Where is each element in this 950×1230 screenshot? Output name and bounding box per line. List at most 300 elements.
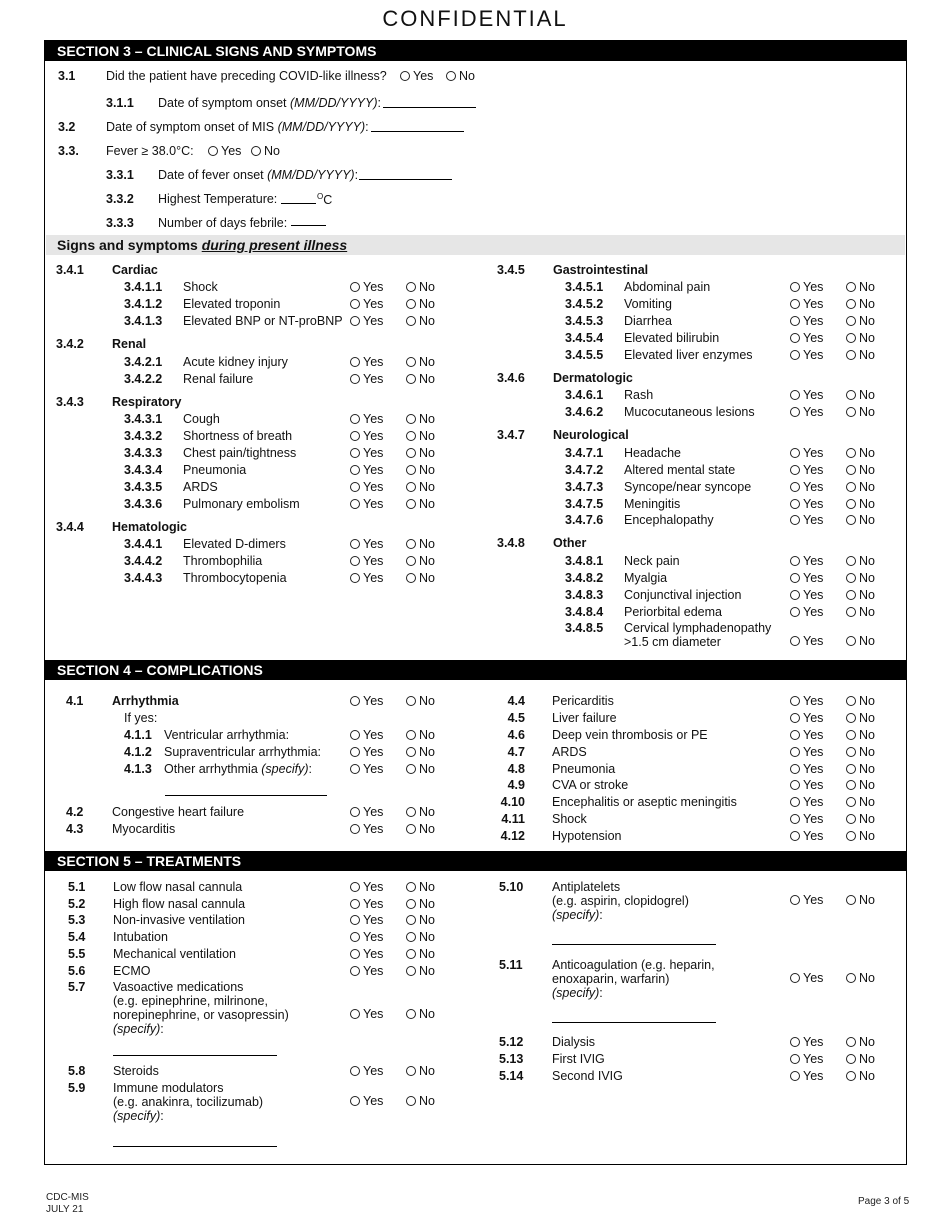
radio-icon — [790, 1037, 800, 1047]
group-name: Hematologic — [112, 520, 188, 534]
radio-icon — [790, 1071, 800, 1081]
radio-icon — [790, 333, 800, 343]
q3-3-2-label: Highest Temperature: — [158, 192, 278, 206]
radio-icon — [406, 915, 416, 925]
arrhythmia-4-1-1-yes[interactable]: Yes — [350, 728, 383, 742]
q3-3-3-days-field[interactable] — [291, 225, 326, 226]
radio-icon — [846, 696, 856, 706]
symptom-number: 3.4.2.1 — [124, 355, 163, 369]
treatment-5-11-label-1: Anticoagulation (e.g. heparin, — [552, 958, 715, 972]
treatment-5-6-no[interactable]: No — [406, 964, 435, 978]
symptom-3-4-8-1-no[interactable]: No — [846, 554, 875, 568]
symptom-3-4-3-1-yes[interactable]: Yes — [350, 412, 383, 426]
symptom-number: 3.4.3.6 — [124, 497, 163, 511]
treatment-5-14-yes[interactable]: Yes — [790, 1069, 823, 1083]
radio-icon — [846, 607, 856, 617]
radio-icon — [790, 482, 800, 492]
radio-icon — [790, 973, 800, 983]
radio-icon — [406, 431, 416, 441]
complication-number: 4.12 — [500, 829, 525, 843]
complication-4-4-yes[interactable]: Yes — [790, 694, 823, 708]
radio-icon — [350, 282, 360, 292]
treatment-label: High flow nasal cannula — [113, 897, 246, 911]
q4-1-if-yes: If yes: — [124, 711, 158, 725]
symptom-3-4-5-5-no[interactable]: No — [846, 348, 875, 362]
symptom-3-4-1-1-no[interactable]: No — [406, 280, 435, 294]
symptom-3-4-2-1-no[interactable]: No — [406, 355, 435, 369]
q4-1-yes[interactable]: Yes — [350, 694, 383, 708]
symptom-3-4-7-2-yes[interactable]: Yes — [790, 463, 823, 477]
complication-4-8-no[interactable]: No — [846, 762, 875, 776]
treatment-5-10-label-1: Antiplatelets — [552, 880, 621, 894]
symptom-3-4-3-6-yes[interactable]: Yes — [350, 497, 383, 511]
radio-icon — [350, 448, 360, 458]
treatment-5-5-no[interactable]: No — [406, 947, 435, 961]
radio-icon — [790, 448, 800, 458]
complication-4-3-yes[interactable]: Yes — [350, 822, 383, 836]
symptom-number: 3.4.1.1 — [124, 280, 163, 294]
symptom-number: 3.4.7.5 — [565, 497, 604, 511]
symptom-number: 3.4.8.5 — [565, 621, 604, 635]
q4-1-3-specify-field[interactable] — [165, 795, 327, 796]
q3-3-no[interactable]: No — [251, 144, 280, 158]
q5-11-specify-field[interactable] — [552, 1022, 716, 1023]
radio-icon — [846, 390, 856, 400]
complication-4-4-no[interactable]: No — [846, 694, 875, 708]
confidential-header: CONFIDENTIAL — [382, 6, 568, 31]
symptom-3-4-5-3-yes[interactable]: Yes — [790, 314, 823, 328]
symptom-3-4-8-2-no[interactable]: No — [846, 571, 875, 585]
arrhythmia-4-1-3-yes[interactable]: Yes — [350, 762, 383, 776]
section-5-title: SECTION 5 – TREATMENTS — [44, 851, 907, 871]
symptom-3-4-3-2-no[interactable]: No — [406, 429, 435, 443]
complication-label: Myocarditis — [112, 822, 176, 836]
radio-icon — [406, 932, 416, 942]
radio-icon — [846, 831, 856, 841]
arrhythmia-4-1-2-no[interactable]: No — [406, 745, 435, 759]
symptom-number: 3.4.8.1 — [565, 554, 604, 568]
treatment-5-10-yes[interactable]: Yes — [790, 893, 823, 907]
symptom-3-4-6-1-yes[interactable]: Yes — [790, 388, 823, 402]
radio-icon — [406, 556, 416, 566]
radio-icon — [406, 747, 416, 757]
radio-icon — [790, 747, 800, 757]
radio-icon — [406, 824, 416, 834]
treatment-5-14-no[interactable]: No — [846, 1069, 875, 1083]
q5-9-specify-field[interactable] — [113, 1146, 277, 1147]
symptom-3-4-8-5-no[interactable]: No — [846, 634, 875, 648]
symptom-3-4-1-2-no[interactable]: No — [406, 297, 435, 311]
form-date: JULY 21 — [46, 1204, 84, 1215]
complication-number: 4.5 — [507, 711, 525, 725]
symptom-3-4-2-2-yes[interactable]: Yes — [350, 372, 383, 386]
complication-4-6-no[interactable]: No — [846, 728, 875, 742]
radio-icon — [846, 448, 856, 458]
radio-icon — [846, 973, 856, 983]
complication-4-9-yes[interactable]: Yes — [790, 778, 823, 792]
radio-icon — [350, 465, 360, 475]
q3-3-1-label: Date of fever onset (MM/DD/YYYY): — [158, 168, 359, 182]
radio-icon — [790, 573, 800, 583]
q3-1-no[interactable]: No — [446, 69, 475, 83]
treatment-5-11-specify: (specify): — [552, 986, 603, 1000]
treatment-5-11-yes[interactable]: Yes — [790, 971, 823, 985]
radio-icon — [406, 316, 416, 326]
treatment-5-10-no[interactable]: No — [846, 893, 875, 907]
complication-4-5-no[interactable]: No — [846, 711, 875, 725]
radio-icon — [406, 539, 416, 549]
complication-label: Pneumonia — [552, 762, 616, 776]
radio-icon — [406, 482, 416, 492]
symptom-label-line2: >1.5 cm diameter — [624, 635, 721, 649]
symptom-label: ARDS — [183, 480, 218, 494]
complication-4-2-no[interactable]: No — [406, 805, 435, 819]
treatment-5-7-label-1: Vasoactive medications — [113, 980, 244, 994]
q4-1-no[interactable]: No — [406, 694, 435, 708]
radio-icon — [846, 482, 856, 492]
radio-icon — [350, 824, 360, 834]
group-number: 3.4.4 — [56, 520, 84, 534]
radio-icon — [446, 71, 456, 81]
complication-number: 4.8 — [507, 762, 525, 776]
symptom-3-4-5-1-no[interactable]: No — [846, 280, 875, 294]
symptom-3-4-1-3-yes[interactable]: Yes — [350, 314, 383, 328]
group-name: Cardiac — [112, 263, 158, 277]
treatment-5-9-number: 5.9 — [68, 1081, 86, 1095]
group-name: Respiratory — [112, 395, 182, 409]
radio-icon — [846, 780, 856, 790]
complication-4-7-no[interactable]: No — [846, 745, 875, 759]
symptom-label: Elevated troponin — [183, 297, 281, 311]
symptom-label: Elevated liver enzymes — [624, 348, 753, 362]
treatment-label: First IVIG — [552, 1052, 605, 1066]
q3-3-yes[interactable]: Yes — [208, 144, 241, 158]
section-3-title: SECTION 3 – CLINICAL SIGNS AND SYMPTOMS — [44, 41, 907, 61]
symptom-label: Encephalopathy — [624, 513, 714, 527]
radio-icon — [790, 299, 800, 309]
group-name: Renal — [112, 337, 147, 351]
complication-label: CVA or stroke — [552, 778, 629, 792]
symptom-label: Mucocutaneous lesions — [624, 405, 755, 419]
treatment-5-7-no[interactable]: No — [406, 1007, 435, 1021]
treatment-5-11-no[interactable]: No — [846, 971, 875, 985]
radio-icon — [406, 499, 416, 509]
radio-icon — [406, 1096, 416, 1106]
q4-1-number: 4.1 — [66, 694, 84, 708]
symptom-number: 3.4.5.3 — [565, 314, 604, 328]
q3-1-yes[interactable]: Yes — [400, 69, 433, 83]
q3-2-number: 3.2 — [58, 120, 76, 134]
symptom-number: 3.4.7.1 — [565, 446, 604, 460]
complication-4-12-no[interactable]: No — [846, 829, 875, 843]
treatment-5-7-specify: (specify): — [113, 1022, 164, 1036]
treatment-5-10-specify: (specify): — [552, 908, 603, 922]
treatment-number: 5.4 — [68, 930, 86, 944]
group-name: Neurological — [553, 428, 629, 442]
symptom-3-4-7-6-no[interactable]: No — [846, 513, 875, 527]
q3-3-2-temp-field[interactable] — [281, 203, 316, 204]
symptom-3-4-3-3-no[interactable]: No — [406, 446, 435, 460]
symptom-3-4-3-5-yes[interactable]: Yes — [350, 480, 383, 494]
symptom-3-4-3-2-yes[interactable]: Yes — [350, 429, 383, 443]
radio-icon — [350, 482, 360, 492]
symptom-3-4-5-2-yes[interactable]: Yes — [790, 297, 823, 311]
symptom-number: 3.4.7.6 — [565, 513, 604, 527]
symptom-label: Periorbital edema — [624, 605, 722, 619]
treatment-5-10-number: 5.10 — [499, 880, 524, 894]
treatment-5-13-no[interactable]: No — [846, 1052, 875, 1066]
symptom-3-4-5-3-no[interactable]: No — [846, 314, 875, 328]
symptom-3-4-5-5-yes[interactable]: Yes — [790, 348, 823, 362]
symptom-3-4-7-2-no[interactable]: No — [846, 463, 875, 477]
treatment-5-4-no[interactable]: No — [406, 930, 435, 944]
treatment-5-12-yes[interactable]: Yes — [790, 1035, 823, 1049]
radio-icon — [350, 932, 360, 942]
symptom-3-4-1-1-yes[interactable]: Yes — [350, 280, 383, 294]
symptom-3-4-2-2-no[interactable]: No — [406, 372, 435, 386]
symptom-3-4-8-4-yes[interactable]: Yes — [790, 605, 823, 619]
symptom-3-4-3-6-no[interactable]: No — [406, 497, 435, 511]
symptom-3-4-4-1-yes[interactable]: Yes — [350, 537, 383, 551]
treatment-5-13-yes[interactable]: Yes — [790, 1052, 823, 1066]
symptom-3-4-3-5-no[interactable]: No — [406, 480, 435, 494]
symptom-3-4-2-1-yes[interactable]: Yes — [350, 355, 383, 369]
symptom-3-4-8-4-no[interactable]: No — [846, 605, 875, 619]
treatment-5-7-label-3: norepinephrine, or vasopressin) — [113, 1008, 289, 1022]
symptom-3-4-7-3-no[interactable]: No — [846, 480, 875, 494]
symptom-3-4-8-2-yes[interactable]: Yes — [790, 571, 823, 585]
radio-icon — [846, 573, 856, 583]
radio-icon — [790, 713, 800, 723]
q3-1-1-label: Date of symptom onset (MM/DD/YYYY): — [158, 96, 381, 110]
complication-4-8-yes[interactable]: Yes — [790, 762, 823, 776]
symptom-3-4-5-2-no[interactable]: No — [846, 297, 875, 311]
symptom-label: Pneumonia — [183, 463, 247, 477]
radio-icon — [790, 282, 800, 292]
symptom-number: 3.4.8.3 — [565, 588, 604, 602]
group-number: 3.4.3 — [56, 395, 84, 409]
treatment-5-5-yes[interactable]: Yes — [350, 947, 383, 961]
treatment-5-11-number: 5.11 — [499, 958, 523, 972]
symptom-3-4-8-3-no[interactable]: No — [846, 588, 875, 602]
treatment-5-1-yes[interactable]: Yes — [350, 880, 383, 894]
radio-icon — [406, 465, 416, 475]
q3-1-number: 3.1 — [58, 69, 76, 83]
group-number: 3.4.8 — [497, 536, 525, 550]
radio-icon — [846, 350, 856, 360]
q3-3-number: 3.3. — [58, 144, 79, 158]
group-name: Gastrointestinal — [553, 263, 649, 277]
symptom-3-4-7-1-yes[interactable]: Yes — [790, 446, 823, 460]
symptom-label: Vomiting — [624, 297, 672, 311]
radio-icon — [790, 590, 800, 600]
group-name: Dermatologic — [553, 371, 633, 385]
q3-2-date-field[interactable] — [371, 131, 464, 132]
treatment-5-9-specify: (specify): — [113, 1109, 164, 1123]
radio-icon — [350, 747, 360, 757]
radio-icon — [790, 636, 800, 646]
treatment-5-1-no[interactable]: No — [406, 880, 435, 894]
radio-icon — [350, 374, 360, 384]
treatment-5-7-yes[interactable]: Yes — [350, 1007, 383, 1021]
radio-icon — [846, 465, 856, 475]
symptom-number: 3.4.3.1 — [124, 412, 163, 426]
complication-4-2-yes[interactable]: Yes — [350, 805, 383, 819]
treatment-5-7-number: 5.7 — [68, 980, 86, 994]
symptom-number: 3.4.5.2 — [565, 297, 604, 311]
treatment-5-6-yes[interactable]: Yes — [350, 964, 383, 978]
symptom-3-4-4-3-yes[interactable]: Yes — [350, 571, 383, 585]
complication-4-5-yes[interactable]: Yes — [790, 711, 823, 725]
treatment-5-3-no[interactable]: No — [406, 913, 435, 927]
treatment-5-9-label-2: (e.g. anakinra, tocilizumab) — [113, 1095, 264, 1109]
q3-3-1-date-field[interactable] — [359, 179, 452, 180]
symptom-3-4-4-2-yes[interactable]: Yes — [350, 554, 383, 568]
symptom-3-4-7-5-no[interactable]: No — [846, 497, 875, 511]
complication-4-11-yes[interactable]: Yes — [790, 812, 823, 826]
symptom-3-4-8-3-yes[interactable]: Yes — [790, 588, 823, 602]
radio-icon — [406, 414, 416, 424]
arrhythmia-sub-number: 4.1.2 — [124, 745, 152, 759]
complication-4-11-no[interactable]: No — [846, 812, 875, 826]
complication-4-10-yes[interactable]: Yes — [790, 795, 823, 809]
symptom-label: Shock — [183, 280, 218, 294]
complication-number: 4.7 — [507, 745, 525, 759]
symptom-3-4-6-2-no[interactable]: No — [846, 405, 875, 419]
treatment-5-9-yes[interactable]: Yes — [350, 1094, 383, 1108]
symptom-label: Renal failure — [183, 372, 254, 386]
radio-icon — [790, 607, 800, 617]
symptom-3-4-4-1-no[interactable]: No — [406, 537, 435, 551]
q5-10-specify-field[interactable] — [552, 944, 716, 945]
complication-4-3-no[interactable]: No — [406, 822, 435, 836]
q3-1-1-number: 3.1.1 — [106, 96, 134, 110]
symptom-label: Acute kidney injury — [183, 355, 288, 369]
symptom-3-4-5-1-yes[interactable]: Yes — [790, 280, 823, 294]
arrhythmia-4-1-1-no[interactable]: No — [406, 728, 435, 742]
q3-3-3-label: Number of days febrile: — [158, 216, 288, 230]
symptom-3-4-7-6-yes[interactable]: Yes — [790, 513, 823, 527]
treatment-5-3-yes[interactable]: Yes — [350, 913, 383, 927]
symptom-number: 3.4.6.2 — [565, 405, 604, 419]
radio-icon — [406, 282, 416, 292]
treatment-number: 5.1 — [68, 880, 86, 894]
symptom-label: Cervical lymphadenopathy — [624, 621, 772, 635]
radio-icon — [350, 1096, 360, 1106]
radio-icon — [406, 1009, 416, 1019]
symptom-3-4-3-1-no[interactable]: No — [406, 412, 435, 426]
complication-4-6-yes[interactable]: Yes — [790, 728, 823, 742]
treatment-5-2-no[interactable]: No — [406, 897, 435, 911]
complication-number: 4.4 — [507, 694, 525, 708]
symptom-3-4-8-1-yes[interactable]: Yes — [790, 554, 823, 568]
treatment-5-2-yes[interactable]: Yes — [350, 897, 383, 911]
symptom-number: 3.4.4.2 — [124, 554, 163, 568]
radio-icon — [846, 515, 856, 525]
radio-icon — [350, 899, 360, 909]
q4-1-label: Arrhythmia — [112, 694, 179, 708]
complication-number: 4.6 — [507, 728, 525, 742]
treatment-5-9-no[interactable]: No — [406, 1094, 435, 1108]
radio-icon — [846, 316, 856, 326]
complication-label: Deep vein thrombosis or PE — [552, 728, 708, 742]
arrhythmia-4-1-2-yes[interactable]: Yes — [350, 745, 383, 759]
symptom-3-4-3-3-yes[interactable]: Yes — [350, 446, 383, 460]
symptom-number: 3.4.4.1 — [124, 537, 163, 551]
radio-icon — [350, 539, 360, 549]
symptom-3-4-7-3-yes[interactable]: Yes — [790, 480, 823, 494]
symptom-label: Rash — [624, 388, 654, 402]
symptom-3-4-5-4-yes[interactable]: Yes — [790, 331, 823, 345]
complication-label: ARDS — [552, 745, 587, 759]
radio-icon — [251, 146, 261, 156]
radio-icon — [350, 915, 360, 925]
symptom-3-4-6-2-yes[interactable]: Yes — [790, 405, 823, 419]
symptom-3-4-1-2-yes[interactable]: Yes — [350, 297, 383, 311]
symptom-number: 3.4.8.2 — [565, 571, 604, 585]
treatment-5-4-yes[interactable]: Yes — [350, 930, 383, 944]
radio-icon — [790, 316, 800, 326]
symptom-3-4-7-1-no[interactable]: No — [846, 446, 875, 460]
symptom-3-4-1-3-no[interactable]: No — [406, 314, 435, 328]
radio-icon — [790, 556, 800, 566]
radio-icon — [350, 764, 360, 774]
radio-icon — [846, 747, 856, 757]
symptom-3-4-3-4-no[interactable]: No — [406, 463, 435, 477]
symptom-3-4-5-4-no[interactable]: No — [846, 331, 875, 345]
arrhythmia-4-1-3-no[interactable]: No — [406, 762, 435, 776]
complication-4-7-yes[interactable]: Yes — [790, 745, 823, 759]
symptom-number: 3.4.5.5 — [565, 348, 604, 362]
symptom-3-4-7-5-yes[interactable]: Yes — [790, 497, 823, 511]
symptom-label: Syncope/near syncope — [624, 480, 752, 494]
symptom-3-4-4-3-no[interactable]: No — [406, 571, 435, 585]
q3-1-1-date-field[interactable] — [383, 107, 476, 108]
treatment-label: Second IVIG — [552, 1069, 623, 1083]
symptom-3-4-4-2-no[interactable]: No — [406, 554, 435, 568]
treatment-number: 5.14 — [499, 1069, 524, 1083]
treatment-5-8-no[interactable]: No — [406, 1064, 435, 1078]
symptom-3-4-6-1-no[interactable]: No — [846, 388, 875, 402]
treatment-label: Non-invasive ventilation — [113, 913, 246, 927]
radio-icon — [350, 807, 360, 817]
treatment-5-8-yes[interactable]: Yes — [350, 1064, 383, 1078]
symptom-3-4-3-4-yes[interactable]: Yes — [350, 463, 383, 477]
symptom-number: 3.4.3.3 — [124, 446, 163, 460]
radio-icon — [350, 966, 360, 976]
symptom-number: 3.4.8.4 — [565, 605, 604, 619]
symptom-number: 3.4.4.3 — [124, 571, 163, 585]
q5-7-specify-field[interactable] — [113, 1055, 277, 1056]
radio-icon — [350, 316, 360, 326]
radio-icon — [846, 797, 856, 807]
signs-symptoms-title: Signs and symptoms during present illness — [46, 235, 905, 255]
symptom-3-4-8-5-yes[interactable]: Yes — [790, 634, 823, 648]
radio-icon — [406, 949, 416, 959]
complication-4-9-no[interactable]: No — [846, 778, 875, 792]
complication-label: Encephalitis or aseptic meningitis — [552, 795, 737, 809]
arrhythmia-sub-number: 4.1.1 — [124, 728, 152, 742]
radio-icon — [790, 350, 800, 360]
complication-number: 4.9 — [507, 778, 525, 792]
treatment-5-12-no[interactable]: No — [846, 1035, 875, 1049]
symptom-label: Thrombophilia — [183, 554, 263, 568]
radio-icon — [350, 431, 360, 441]
complication-4-12-yes[interactable]: Yes — [790, 829, 823, 843]
complication-4-10-no[interactable]: No — [846, 795, 875, 809]
symptom-label: Altered mental state — [624, 463, 736, 477]
radio-icon — [846, 636, 856, 646]
